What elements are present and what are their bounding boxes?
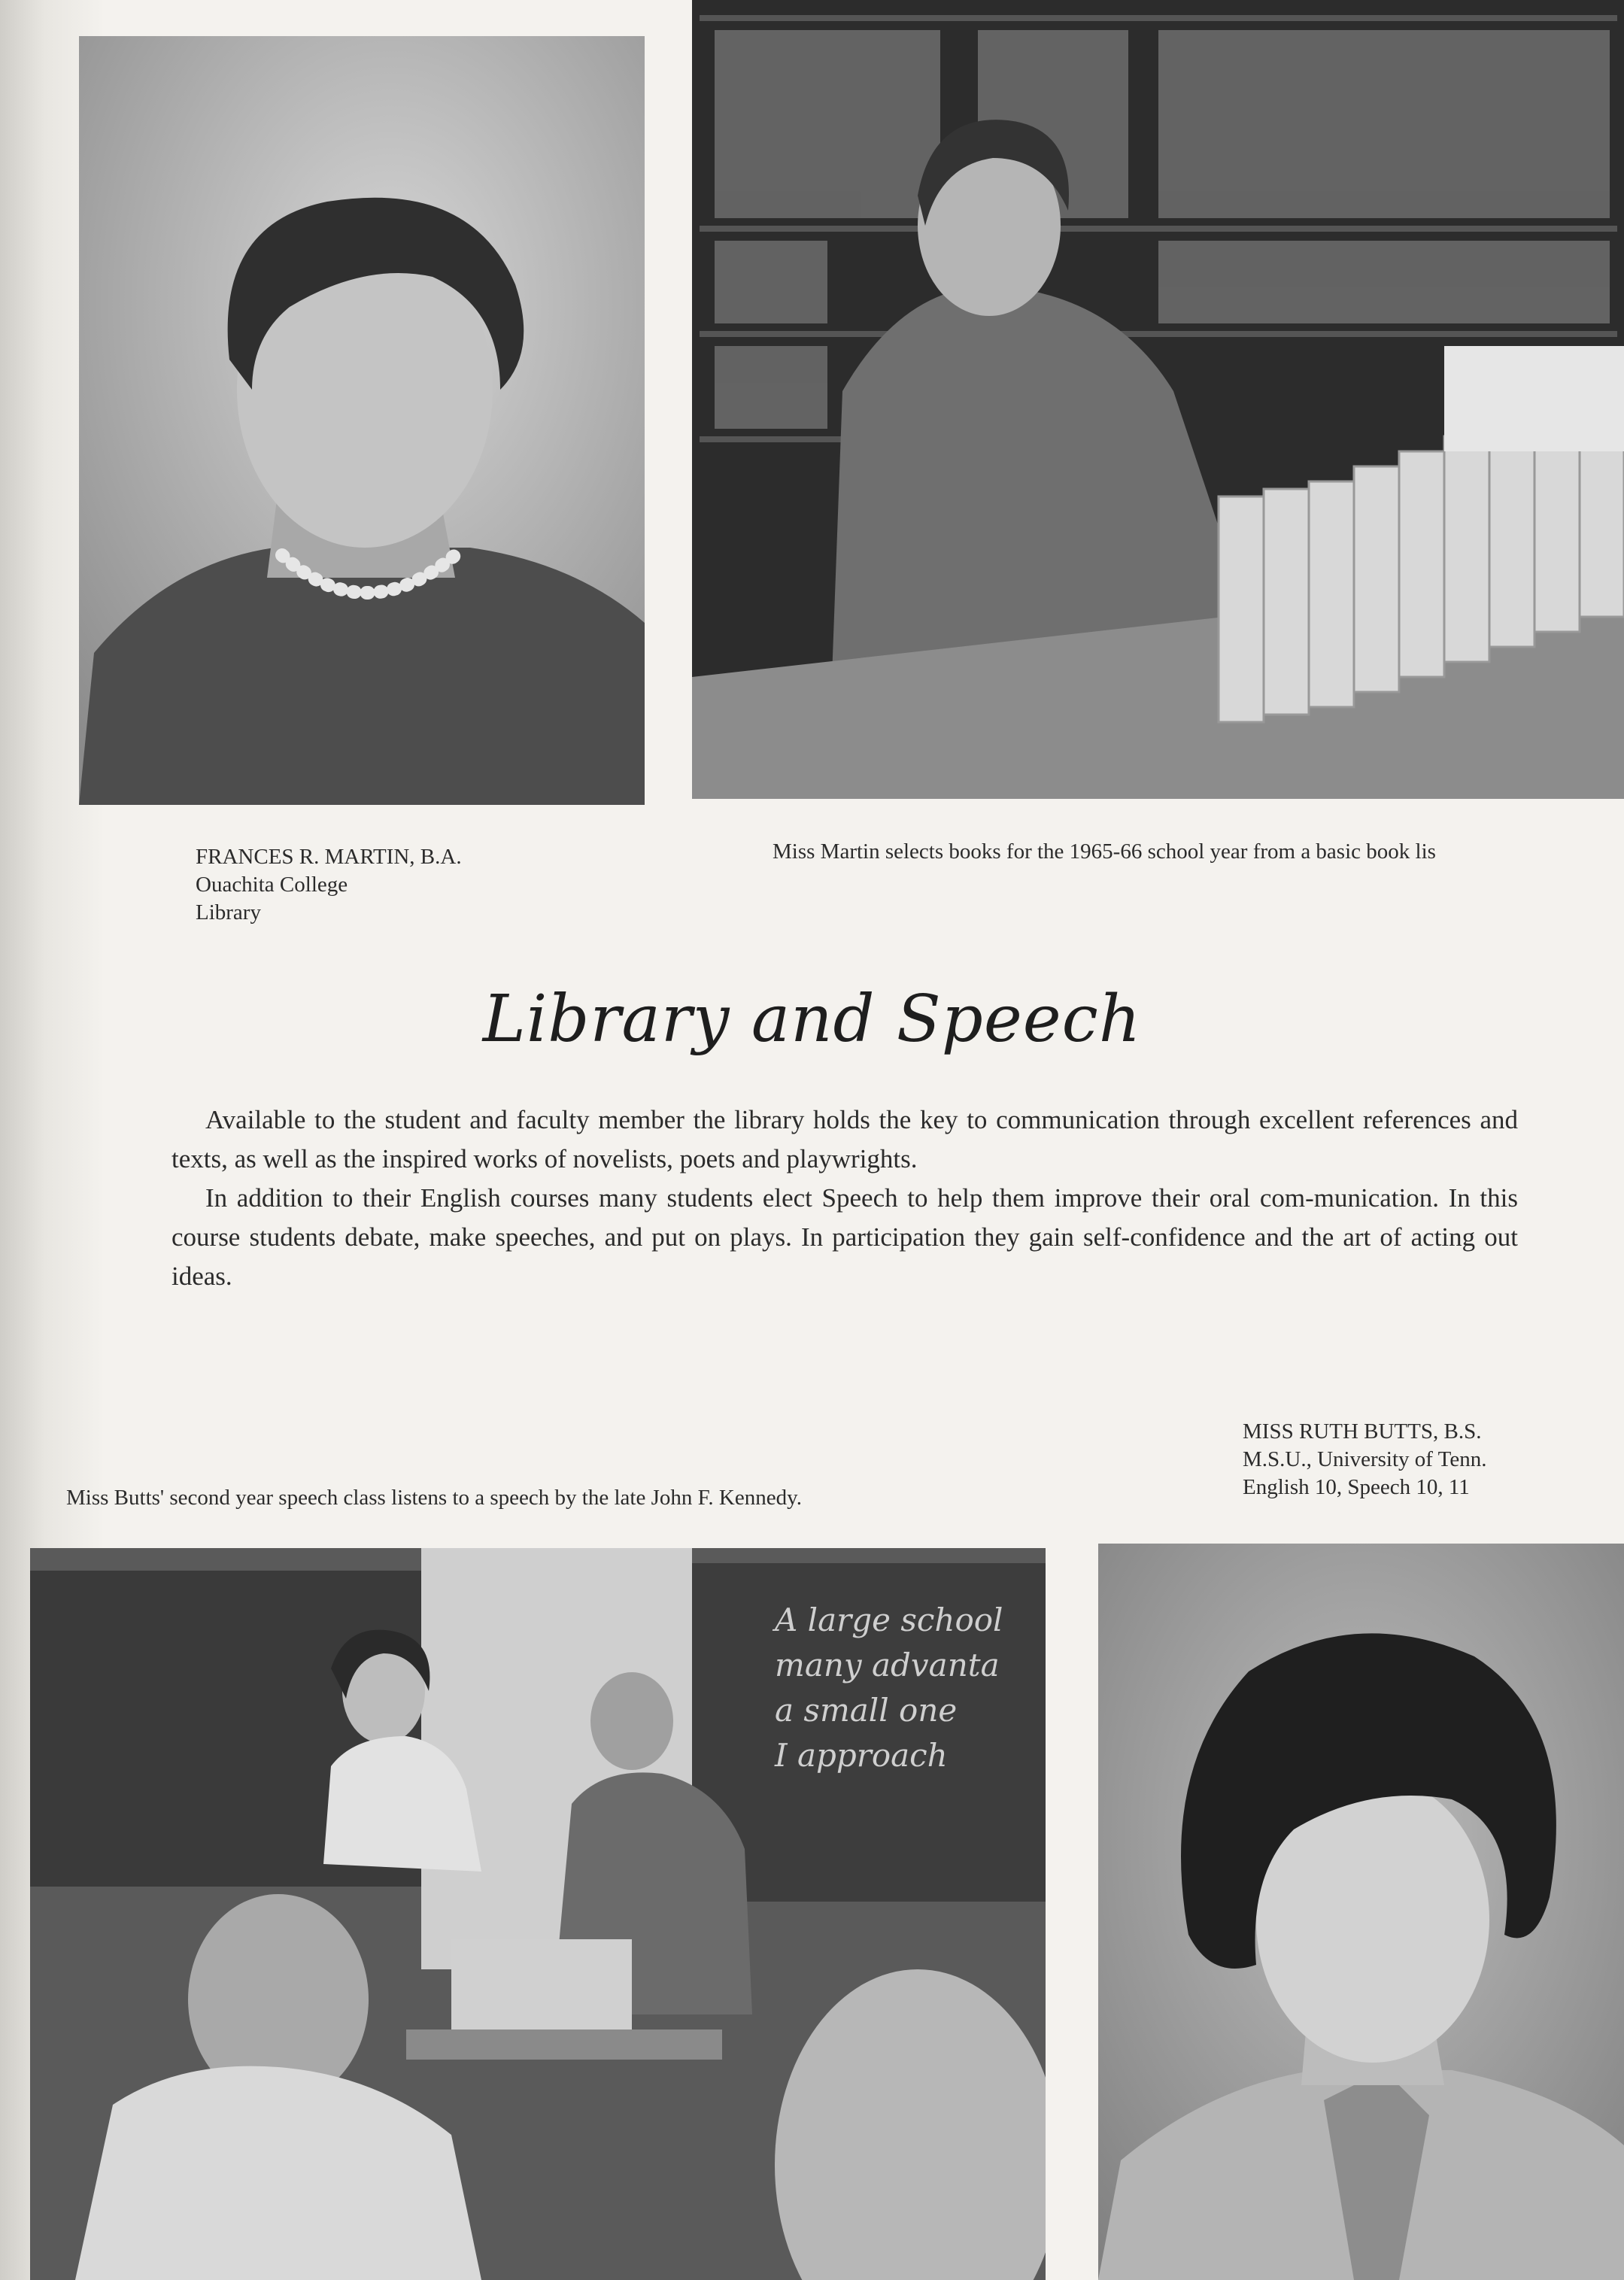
chalkboard-line-1: A large school	[775, 1601, 1003, 1638]
caption-school: Ouachita College	[196, 873, 348, 897]
caption-library-photo: Miss Martin selects books for the 1965-66 school year from a basic book lis	[773, 839, 1436, 864]
photo-speech-class	[30, 1548, 1046, 2280]
chalkboard-line-2: many advanta	[775, 1647, 1000, 1683]
caption-ruth-butts	[1243, 1418, 1486, 1501]
caption-speech-class: Miss Butts' second year speech class listens to a speech by the late John F. Kennedy.	[66, 1486, 802, 1510]
caption-name: FRANCES R. MARTIN, B.A.	[196, 845, 462, 869]
caption-name: MISS RUTH BUTTS, B.S.	[1243, 1419, 1482, 1444]
portrait-ruth-butts	[1098, 1544, 1624, 2280]
caption-school: M.S.U., University of Tenn.	[1243, 1447, 1487, 1471]
paragraph-library: Available to the student and faculty member the library holds the key to communication through excellent references and texts, as well as the inspired works of novelists, poets and playwrights.	[172, 1105, 1518, 1173]
photo-library-book-selection	[692, 0, 1624, 799]
chalkboard-line-4: I approach	[775, 1737, 948, 1774]
portrait-frances-martin	[79, 36, 645, 805]
caption-dept: Library	[196, 900, 261, 924]
caption-courses: English 10, Speech 10, 11	[1243, 1475, 1470, 1499]
chalkboard-line-3: a small one	[775, 1692, 958, 1729]
body-text	[172, 1101, 1518, 1296]
page-title: Library and Speech	[482, 982, 1142, 1057]
caption-frances-martin	[196, 843, 462, 927]
paragraph-speech: In addition to their English courses many students elect Speech to help them improve their oral com-munication. In this course students debate, make speeches, and put on plays. In participation they gain self-confidence and the art of acting out ideas.	[172, 1183, 1518, 1291]
